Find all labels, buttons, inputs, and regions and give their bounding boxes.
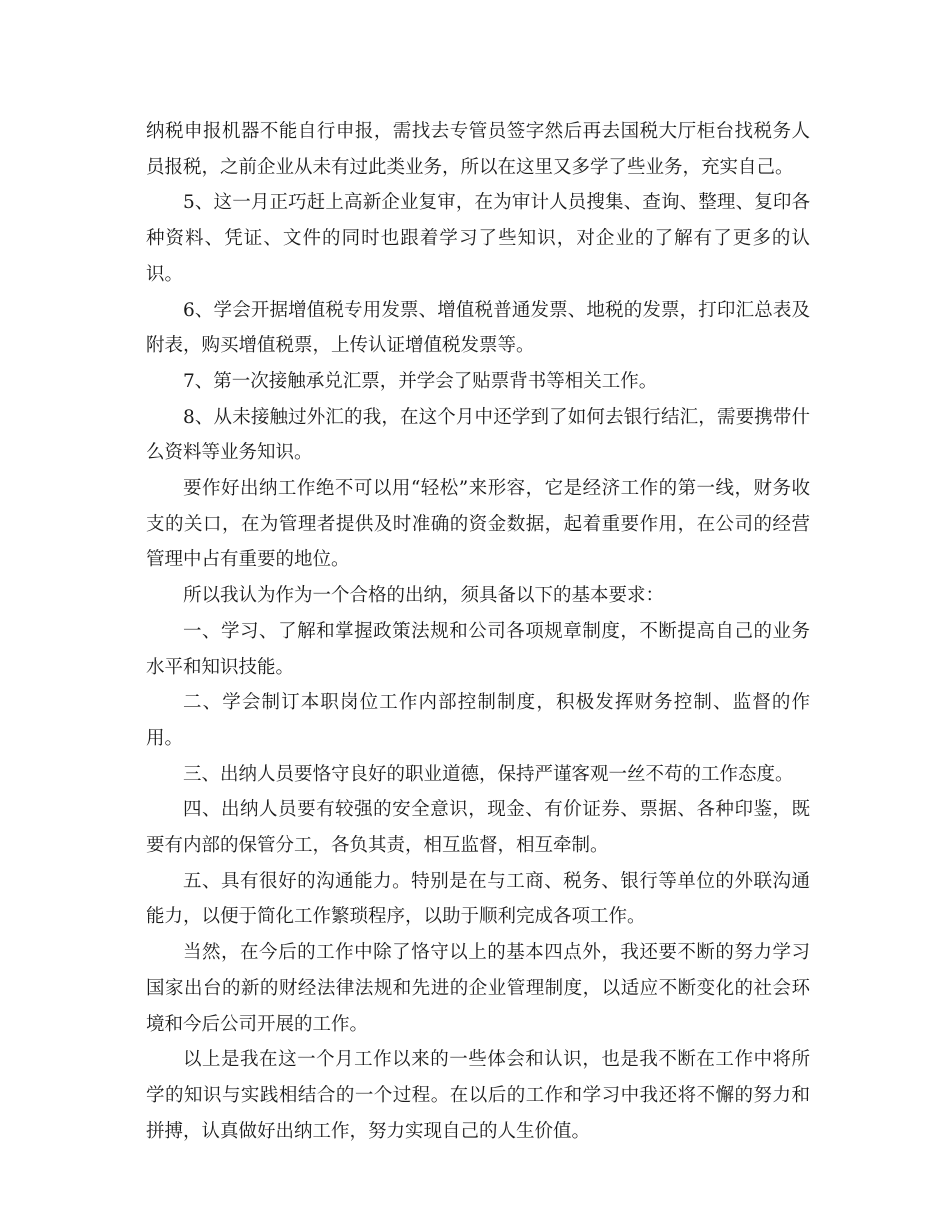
paragraph-item-8: 8、从未接触过外汇的我，在这个月中还学到了如何去银行结汇，需要携带什么资料等业务知识。 [146, 406, 810, 464]
paragraph-cashier-role: 要作好出纳工作绝不可以用“轻松”来形容，它是经济工作的第一线，财务收支的关口，在为管理者提供及时准确的资金数据，起着重要作用，在公司的经营管理中占有重要的地位。 [146, 478, 810, 571]
paragraph-continued: 纳税申报机器不能自行申报，需找去专管员签字然后再去国税大厅柜台找税务人员报税，之前企业从未有过此类业务，所以在这里又多学了些业务，充实自己。 [146, 121, 810, 178]
paragraph-item-6: 6、学会开据增值税专用发票、增值税普通发票、地税的发票，打印汇总表及附表，购买增值税票，上传认证增值税发票等。 [146, 299, 810, 357]
paragraph-requirement-2: 二、学会制订本职岗位工作内部控制制度，积极发挥财务控制、监督的作用。 [146, 692, 810, 749]
paragraph-item-7: 7、第一次接触承兑汇票，并学会了贴票背书等相关工作。 [183, 370, 658, 392]
paragraph-requirement-4: 四、出纳人员要有较强的安全意识，现金、有价证券、票据、各种印鉴，既要有内部的保管分工，各负其责，相互监督，相互牵制。 [146, 799, 810, 857]
paragraph-requirement-5: 五、具有很好的沟通能力。特别是在与工商、税务、银行等单位的外联沟通能力，以便于简化工作繁琐程序，以助于顺利完成各项工作。 [146, 870, 810, 928]
paragraph-requirement-1: 一、学习、了解和掌握政策法规和公司各项规章制度，不断提高自己的业务水平和知识技能。 [146, 620, 810, 678]
paragraph-requirement-3: 三、出纳人员要恪守良好的职业道德，保持严谨客观一丝不苟的工作态度。 [183, 763, 794, 785]
document-body [146, 114, 810, 1149]
paragraph-future-plans: 当然，在今后的工作中除了恪守以上的基本四点外，我还要不断的努力学习国家出台的新的财经法律法规和先进的企业管理制度，以适应不断变化的社会环境和今后公司开展的工作。 [146, 942, 810, 1035]
paragraph-conclusion: 以上是我在这一个月工作以来的一些体会和认识，也是我不断在工作中将所学的知识与实践相结合的一个过程。在以后的工作和学习中我还将不懈的努力和拼搏，认真做好出纳工作，努力实现自己的人生价值。 [146, 1049, 810, 1142]
paragraph-item-5: 5、这一月正巧赶上高新企业复审，在为审计人员搜集、查询、整理、复印各种资料、凭证、文件的同时也跟着学习了些知识，对企业的了解有了更多的认识。 [146, 192, 810, 285]
paragraph-requirements-intro: 所以我认为作为一个合格的出纳，须具备以下的基本要求： [183, 585, 665, 607]
